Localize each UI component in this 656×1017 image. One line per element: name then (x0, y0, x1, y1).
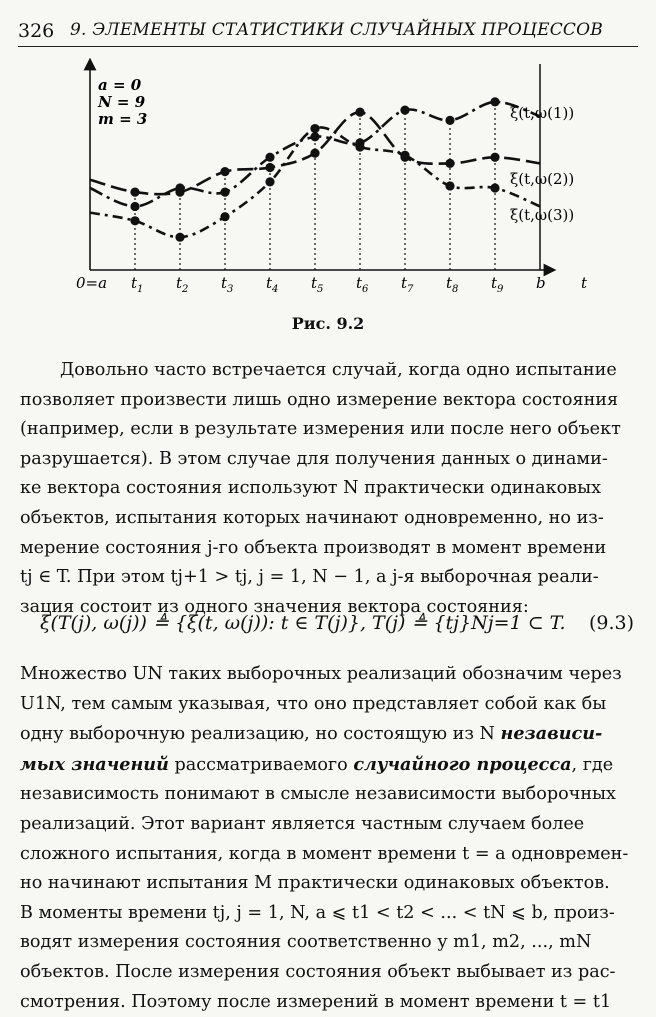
tick-label: $t_2$ (176, 274, 189, 295)
paragraph-2 (20, 660, 638, 1017)
running-header (18, 16, 638, 47)
text-line: сложного испытания, когда в момент времени t = a одновремен- (20, 843, 629, 864)
text-line: но начинают испытания M практически одинаковых объектов. (20, 873, 610, 894)
tick-label: t (581, 274, 588, 292)
data-point (175, 188, 184, 197)
tick-label: $t_3$ (221, 274, 234, 295)
data-point (310, 149, 319, 158)
data-point (355, 108, 364, 117)
data-point (265, 153, 274, 162)
text-line: зация состоит из одного значения вектора состояния: (20, 596, 529, 617)
data-point (400, 151, 409, 160)
data-point (445, 181, 454, 190)
emphasis-text: случайного процесса (353, 753, 572, 775)
data-point (175, 233, 184, 242)
equation-body: ξ(T(j), ω(j)) ≜ {ξ(t, ω(j)): t ∈ T(j)}, T(j) ≜ {tj}Nj=1 ⊂ T. (40, 612, 566, 634)
equation-9-3 (40, 612, 640, 646)
data-point (445, 116, 454, 125)
parameter-label: N = 9 (98, 93, 146, 111)
tick-label: $t_1$ (131, 274, 144, 295)
data-point (220, 212, 229, 221)
curve-label-1: ξ(t,ω(1)) (510, 104, 575, 122)
figure-9-2 (70, 56, 610, 306)
data-point (310, 132, 319, 141)
figure-caption: Рис. 9.2 (291, 314, 365, 333)
text-line: независимость понимают в смысле независимости выборочных (20, 784, 616, 805)
text-line (20, 719, 638, 750)
text-line: Довольно часто встречается случай, когда одно испытание (60, 360, 617, 380)
tick-label: $t_6$ (356, 274, 369, 295)
text-line: мерение состояния j-го объекта производят в момент времени (20, 537, 607, 558)
text-line: позволяет произвести лишь одно измерение вектора состояния (20, 389, 619, 410)
text-line: ке вектора состояния используют N практически одинаковых (20, 478, 602, 499)
parameter-label: m = 3 (98, 110, 148, 128)
data-point (490, 97, 499, 106)
data-point (220, 167, 229, 176)
data-point (130, 188, 139, 197)
data-point (400, 106, 409, 115)
tick-label: $t_8$ (446, 274, 459, 295)
data-point (220, 188, 229, 197)
data-point (490, 183, 499, 192)
text-span: рассматриваемого (174, 754, 348, 775)
tick-label: 0=a (76, 274, 108, 292)
data-point (310, 124, 319, 133)
text-line: смотрения. Поэтому после измерений в момент времени t = t1 (20, 991, 612, 1012)
text-line: (например, если в результате измерения или после него объект (20, 419, 621, 440)
text-line: В моменты времени tj, j = 1, N, a ⩽ t1 < t2 < ... < tN ⩽ b, произ- (20, 902, 615, 923)
data-point (490, 153, 499, 162)
data-point (130, 202, 139, 211)
parameter-label: a = 0 (98, 76, 142, 94)
emphasis-text: независи- (500, 723, 603, 745)
curve-label-3: ξ(t,ω(3)) (510, 206, 575, 224)
curve-label-2: ξ(t,ω(2)) (510, 170, 575, 188)
chapter-running-head: 9. ЭЛЕМЕНТЫ СТАТИСТИКИ СЛУЧАЙНЫХ ПРОЦЕССОВ (70, 20, 603, 40)
text-line: водят измерения состояния соответственно у m1, m2, ..., mN (20, 932, 592, 953)
data-point (130, 216, 139, 225)
tick-label: b (536, 274, 546, 292)
tick-label: $t_7$ (401, 274, 414, 295)
text-line: разрушается). В этом случае для получения данных о динами- (20, 448, 608, 469)
text-span: одну выборочную реализацию, но состоящую из N (20, 724, 495, 745)
text-line: Множество UN таких выборочных реализаций обозначим через (20, 664, 622, 684)
text-line: U1N, тем самым указывая, что оно представляет собой как бы (20, 693, 607, 714)
tick-label: $t_4$ (266, 274, 279, 295)
data-point (445, 159, 454, 168)
text-line: tj ∈ T. При этом tj+1 > tj, j = 1, N − 1, а j-я выборочная реали- (20, 567, 599, 588)
text-line (20, 750, 638, 781)
data-point (265, 163, 274, 172)
text-line: объектов, испытания которых начинают одновременно, но из- (20, 507, 604, 528)
text-line: объектов. После измерения состояния объект выбывает из рас- (20, 961, 616, 982)
text-line: реализаций. Этот вариант является частным случаем более (20, 813, 585, 834)
text-span: , где (571, 754, 614, 775)
tick-label: $t_9$ (491, 274, 504, 295)
data-point (355, 142, 364, 151)
data-point (265, 177, 274, 186)
tick-label: $t_5$ (311, 274, 324, 295)
page-number: 326 (18, 20, 55, 42)
equation-number: (9.3) (588, 612, 634, 634)
paragraph-1 (20, 356, 638, 622)
emphasis-text: мых значений (20, 753, 169, 775)
